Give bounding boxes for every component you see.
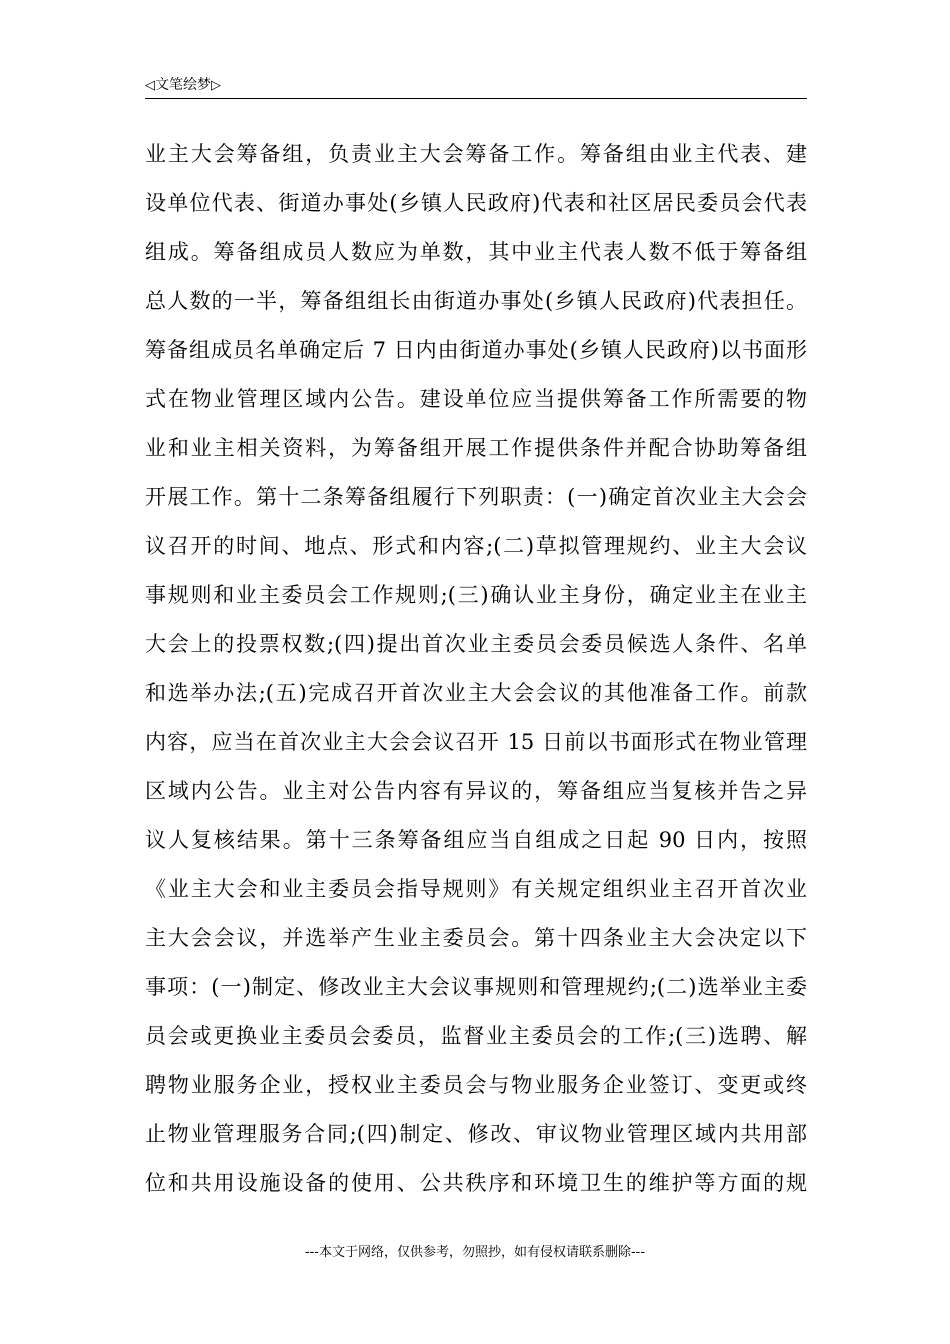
body-line: 设单位代表、街道办事处(乡镇人民政府)代表和社区居民委员会代表	[145, 191, 807, 215]
body-line: 筹备组成员名单确定后 7 日内由街道办事处(乡镇人民政府)以书面形	[145, 338, 807, 362]
body-line: 总人数的一半，筹备组组长由街道办事处(乡镇人民政府)代表担任。	[145, 289, 807, 313]
body-line: 议召开的时间、地点、形式和内容;(二)草拟管理规约、业主大会议	[145, 534, 807, 558]
document-body	[145, 130, 807, 1208]
body-line: 和选举办法;(五)完成召开首次业主大会会议的其他准备工作。前款	[145, 681, 807, 705]
body-line: 区域内公告。业主对公告内容有异议的，筹备组应当复核并告之异	[145, 779, 807, 803]
body-line: 式在物业管理区域内公告。建设单位应当提供筹备工作所需要的物	[145, 387, 807, 411]
body-line: 聘物业服务企业，授权业主委员会与物业服务企业签订、变更或终	[145, 1073, 807, 1097]
body-line: 事项：(一)制定、修改业主大会议事规则和管理规约;(二)选举业主委	[145, 975, 807, 999]
body-line: 主大会会议，并选举产生业主委员会。第十四条业主大会决定以下	[145, 926, 807, 950]
body-line: 员会或更换业主委员会委员，监督业主委员会的工作;(三)选聘、解	[145, 1024, 807, 1048]
body-line: 止物业管理服务合同;(四)制定、修改、审议物业管理区域内共用部	[145, 1122, 807, 1146]
left-triangle-icon: ◁	[145, 78, 155, 93]
body-line: 议人复核结果。第十三条筹备组应当自组成之日起 90 日内，按照	[145, 828, 807, 852]
body-line: 业主大会筹备组，负责业主大会筹备工作。筹备组由业主代表、建	[145, 142, 807, 166]
header-title-group	[145, 76, 221, 95]
body-line: 开展工作。第十二条筹备组履行下列职责：(一)确定首次业主大会会	[145, 485, 807, 509]
page-footer: ---本文于网络，仅供参考，勿照抄，如有侵权请联系删除---	[304, 1245, 646, 1260]
page-header	[145, 74, 807, 99]
body-line: 位和共用设施设备的使用、公共秩序和环境卫生的维护等方面的规	[145, 1171, 807, 1195]
header-title: 文笔绘梦	[155, 77, 211, 93]
body-line: 大会上的投票权数;(四)提出首次业主委员会委员候选人条件、名单	[145, 632, 807, 656]
right-triangle-icon: ▷	[211, 78, 221, 93]
body-line: 事规则和业主委员会工作规则;(三)确认业主身份，确定业主在业主	[145, 583, 807, 607]
body-line: 组成。筹备组成员人数应为单数，其中业主代表人数不低于筹备组	[145, 240, 807, 264]
body-line: 《业主大会和业主委员会指导规则》有关规定组织业主召开首次业	[145, 877, 807, 901]
body-line: 业和业主相关资料，为筹备组开展工作提供条件并配合协助筹备组	[145, 436, 807, 460]
body-line: 内容，应当在首次业主大会会议召开 15 日前以书面形式在物业管理	[145, 730, 807, 754]
